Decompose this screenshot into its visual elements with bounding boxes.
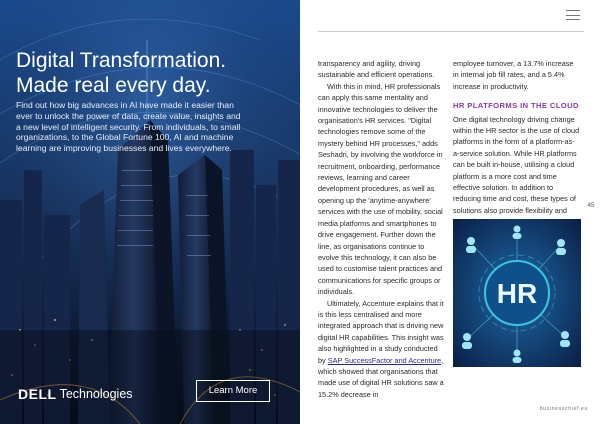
paragraph-3-end: , which showed that organisations that made use of digital HR solutions saw a 15.2% decrease in xyxy=(318,355,444,399)
column1-paragraph-3 xyxy=(318,298,446,401)
column2-paragraph-2: One digital technology driving change within the HR sector is the use of cloud platforms in the form of a platform-as-a-service solution. While HR platforms can be built in-house, utilising a cloud platform is a more cost and time effective solution. In addition to reducing time and cost, these types of solutions also provide flexibility and xyxy=(453,114,580,215)
technologies-wordmark: Technologies xyxy=(59,387,133,401)
menu-icon[interactable] xyxy=(566,9,580,21)
footer-url: businesschief.eu xyxy=(539,406,588,412)
magazine-page xyxy=(300,0,600,424)
column1-paragraph-2: With this in mind, HR professionals can apply this same mentality and innovative technologies to deliver the organisation's HR services. "Digital technologies remove some of the mystery behind HR processes," adds Seshadri, by involving the workforce in recruitment, onboarding, performance reviews, learning and career development procedures, as well as opening up the 'anytime-anywhere' services with the use of mobility, social media platforms and smartphones to drive engagement. Further down the line, as organisations continue to evolve this technology, it can also be used to customise talent practices and communications for specific groups or individuals. xyxy=(318,81,443,297)
article-column-1 xyxy=(318,58,446,400)
header-divider xyxy=(318,31,584,32)
dell-logo-wordmark: DELL xyxy=(18,386,57,402)
section-heading: HR PLATFORMS IN THE CLOUD xyxy=(453,101,579,111)
column1-paragraph-1: transparency and agility, driving sustainable and efficient operations. xyxy=(318,59,435,80)
column2-paragraph-1: employee turnover, a 13.7% increase in internal job fill rates, and a 5.4% increase in productivity. xyxy=(453,59,574,91)
page-number: 45 xyxy=(587,202,595,209)
dell-technologies-logo xyxy=(18,384,133,404)
advert-headline xyxy=(16,48,296,98)
headline-line-2: Made real every day. xyxy=(16,74,211,97)
learn-more-button[interactable]: Learn More xyxy=(196,380,270,402)
hr-illustration-text: HR xyxy=(496,278,538,309)
hr-network-illustration xyxy=(453,219,581,367)
sap-successfactor-link[interactable]: SAP SuccessFactor and Accenture xyxy=(327,355,442,365)
headline-line-1: Digital Transformation. xyxy=(16,49,227,72)
paragraph-3-start: Ultimately, Accenture explains that it is this less centralised and more integrated approach that is driving new digital HR capabilities. This insight was also highlighted in a study conducted by xyxy=(318,298,444,365)
article-column-2 xyxy=(453,58,581,228)
advert-body-text: Find out how big advances in AI have made it easier than ever to unlock the power of data, create value, insights and a new level of intelligent security. From individuals, to small organizations, to the Global Fortune 100, AI and machine learning are improving businesses and lives everywhere. xyxy=(16,100,241,154)
